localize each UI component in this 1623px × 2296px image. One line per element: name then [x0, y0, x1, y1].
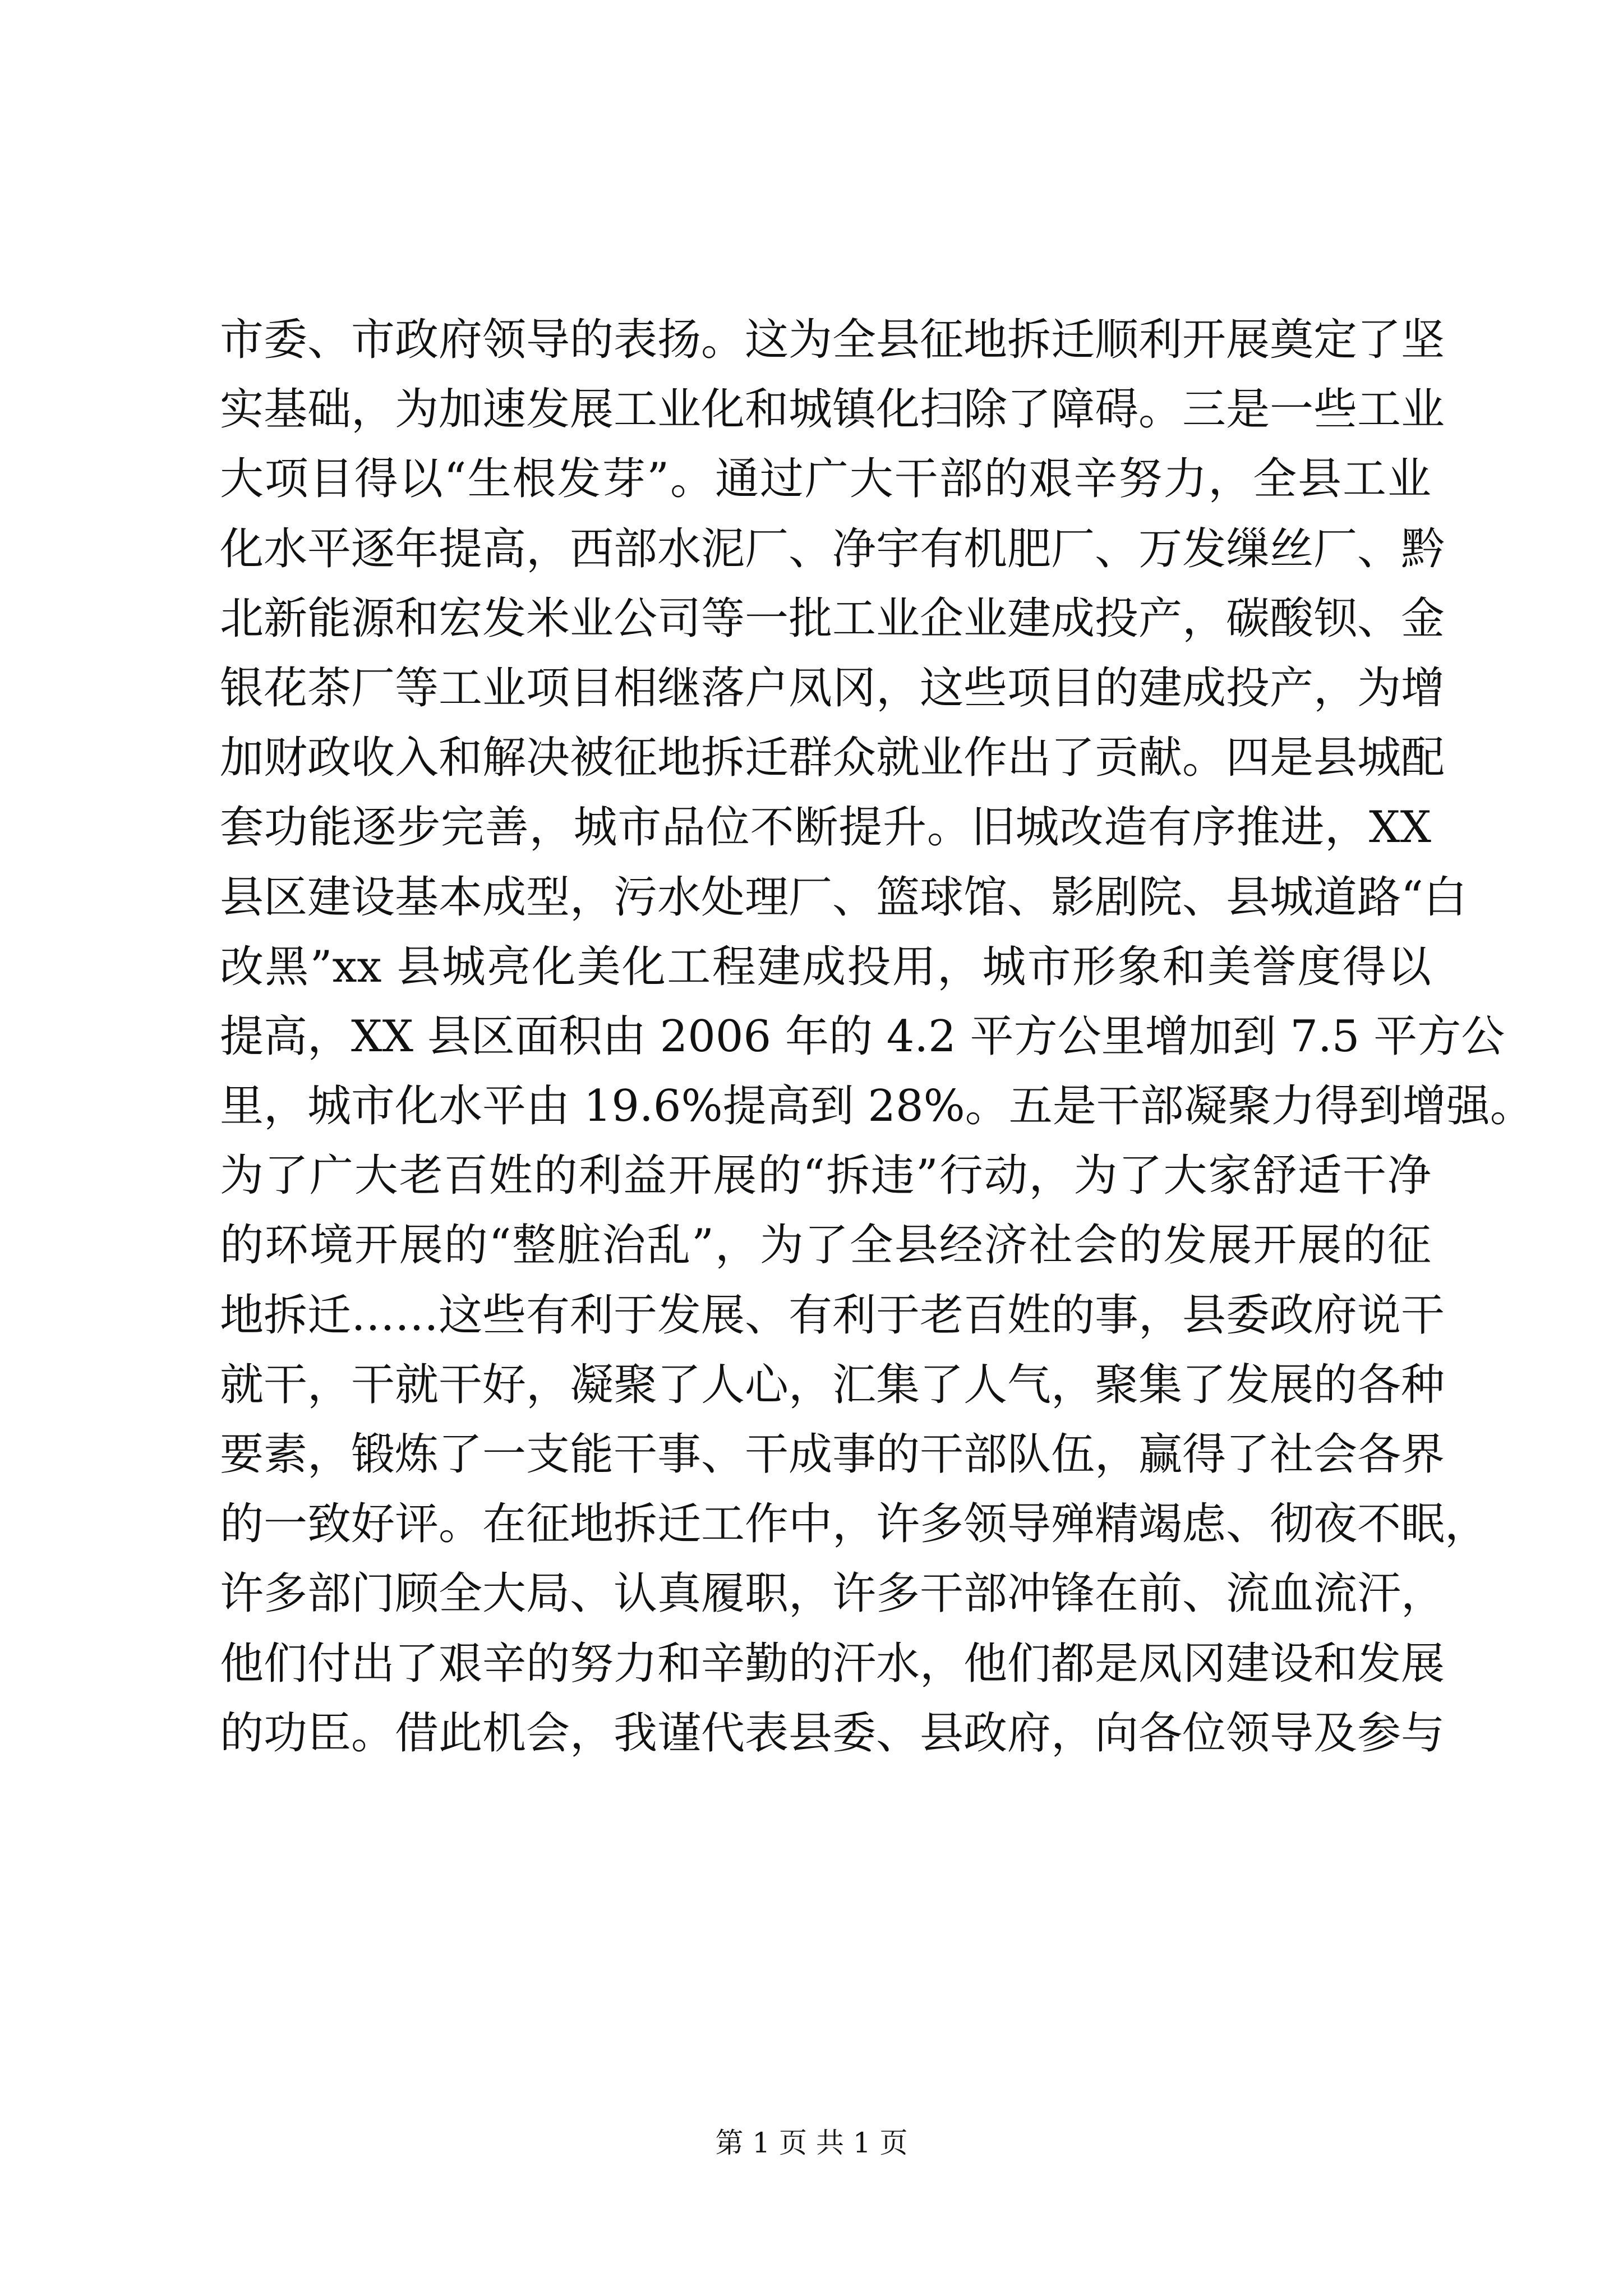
text-line: 许多部门顾全大局、认真履职，许多干部冲锋在前、流血流汗， [220, 1568, 1445, 1619]
text-line: 市委、市政府领导的表扬。这为全县征地拆迁顺利开展奠定了坚 [220, 315, 1445, 365]
text-line: 他们付出了艰辛的努力和辛勤的汗水，他们都是凤冈建设和发展 [220, 1638, 1445, 1689]
text-line: 北新能源和宏发米业公司等一批工业企业建成投产，碳酸钡、金 [220, 593, 1445, 644]
text-line: 为了广大老百姓的利益开展的“拆违”行动，为了大家舒适干净 [220, 1151, 1431, 1202]
text-line: 里，城市化水平由 19.6%提高到 28%。五是干部凝聚力得到增强。 [220, 1081, 1534, 1132]
text-line: 提高，XX 县区面积由 2006 年的 4.2 平方公里增加到 7.5 平方公 [220, 1011, 1505, 1062]
text-line: 银花茶厂等工业项目相继落户凤冈，这些项目的建成投产，为增 [220, 662, 1445, 714]
text-line: 实基础，为加速发展工业化和城镇化扫除了障碍。三是一些工业 [220, 384, 1445, 435]
text-line: 化水平逐年提高，西部水泥厂、净宇有机肥厂、万发缫丝厂、黔 [220, 523, 1445, 574]
text-line: 改黑”xx 县城亮化美化工程建成投用，城市形象和美誉度得以 [220, 941, 1431, 992]
text-line: 加财政收入和解决被征地拆迁群众就业作出了贡献。四是县城配 [220, 733, 1445, 784]
text-line: 套功能逐步完善，城市品位不断提升。旧城改造有序推进，XX [220, 802, 1431, 853]
text-line: 地拆迁……这些有利于发展、有利于老百姓的事，县委政府说干 [220, 1290, 1445, 1341]
text-line: 的功臣。借此机会，我谨代表县委、县政府，向各位领导及参与 [220, 1708, 1445, 1759]
body-text [220, 305, 1534, 1768]
text-line: 的环境开展的“整脏治乱”，为了全县经济社会的发展开展的征 [220, 1220, 1431, 1271]
page-footer: 第 1 页 共 1 页 [715, 2127, 908, 2159]
text-line: 就干，干就干好，凝聚了人心，汇集了人气，聚集了发展的各种 [220, 1359, 1445, 1410]
text-line: 要素，锻炼了一支能干事、干成事的干部队伍，赢得了社会各界 [220, 1429, 1445, 1480]
text-line: 大项目得以“生根发芽”。通过广大干部的艰辛努力，全县工业 [220, 454, 1431, 505]
text-line: 的一致好评。在征地拆迁工作中，许多领导殚精竭虑、彻夜不眠， [220, 1499, 1489, 1550]
text-line: 县区建设基本成型，污水处理厂、篮球馆、影剧院、县城道路“白 [220, 872, 1467, 923]
